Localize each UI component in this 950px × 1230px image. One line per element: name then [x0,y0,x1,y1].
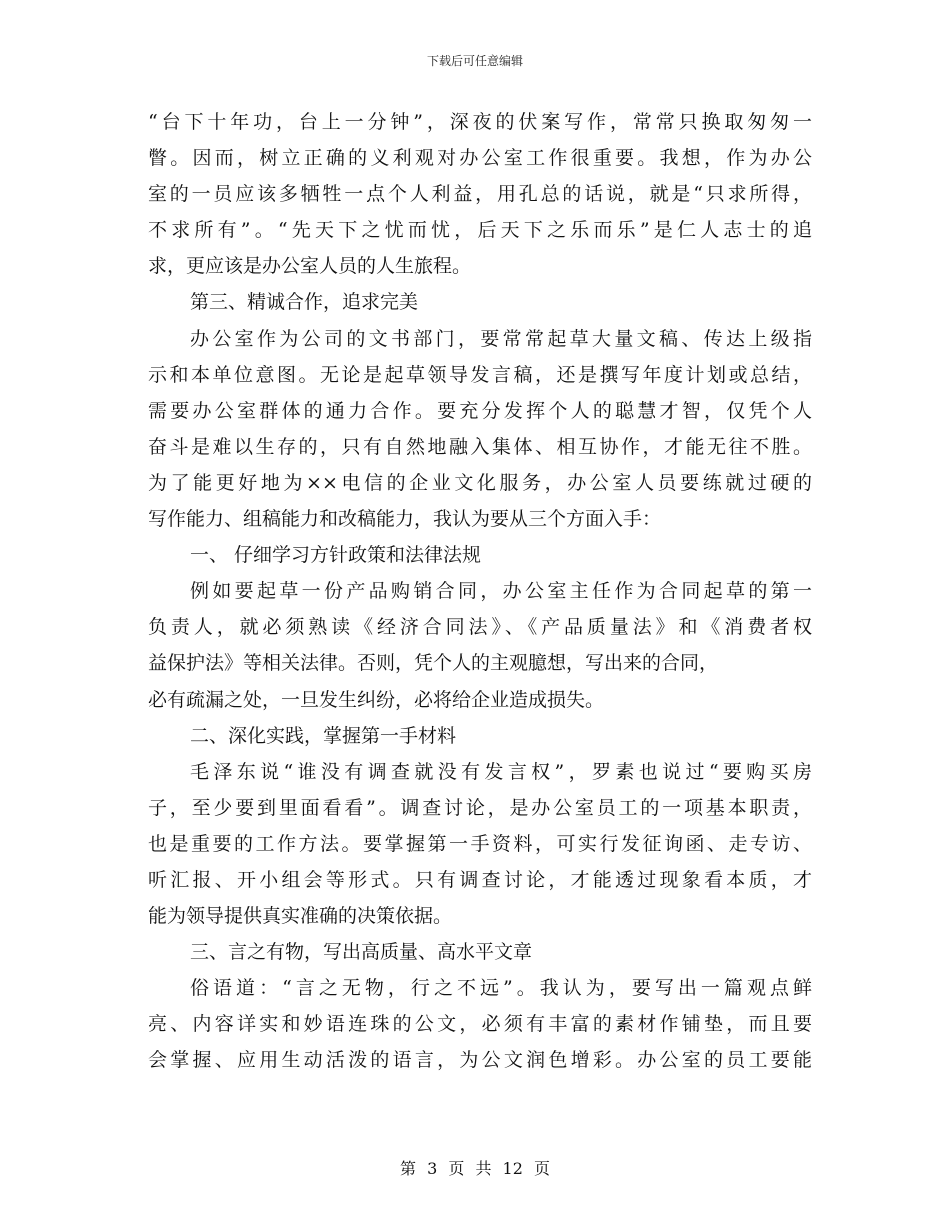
text-line: 能为领导提供真实准确的决策依据。 [148,905,453,928]
text-line: 求，更应该是办公室人员的人生旅程。 [148,255,472,278]
text-line: 奋斗是难以生存的，只有自然地融入集体、相互协作，才能无往不胜。 [148,435,812,458]
text-line: 毛泽东说“谁没有调查就没有发言权”，罗素也说过“要购买房 [190,760,812,783]
page-number-footer: 第 3 页 共 12 页 [400,1159,550,1178]
text-line: 听汇报、开小组会等形式。只有调查讨论，才能透过现象看本质，才 [148,868,812,891]
text-line: 瞥。因而，树立正确的义利观对办公室工作很重要。我想，作为办公 [148,147,812,170]
text-line: 写作能力、组稿能力和改稿能力，我认为要从三个方面入手： [148,508,662,531]
text-line: 负责人，就必须熟读《经济合同法》、《产品质量法》和《消费者权 [148,616,812,639]
text-line: 三、言之有物，写出高质量、高水平文章 [190,941,533,964]
text-line: 益保护法》等相关法律。否则，凭个人的主观臆想，写出来的合同， [148,652,719,675]
text-line: 为了能更好地为××电信的企业文化服务，办公室人员要练就过硬的 [148,471,812,494]
text-line: 例如要起草一份产品购销合同，办公室主任作为合同起草的第一 [190,580,812,603]
text-line: 一、 仔细学习方针政策和法律法规 [190,544,482,567]
text-line: 第三、精诚合作，追求完美 [190,291,419,314]
text-line: 也是重要的工作方法。要掌握第一手资料，可实行发征询函、走专访、 [148,832,812,855]
text-line: 示和本单位意图。无论是起草领导发言稿，还是撰写年度计划或总结， [148,363,812,386]
document-body [148,104,812,1079]
text-line: 子，至少要到里面看看”。调查讨论，是办公室员工的一项基本职责， [148,796,812,819]
text-line: 俗语道：“言之无物，行之不远”。我认为，要写出一篇观点鲜 [190,977,812,1000]
text-line: 办公室作为公司的文书部门，要常常起草大量文稿、传达上级指 [190,327,812,350]
text-line: 室的一员应该多牺牲一点个人利益，用孔总的话说，就是“只求所得， [148,183,812,206]
text-line: 需要办公室群体的通力合作。要充分发挥个人的聪慧才智，仅凭个人 [148,399,812,422]
text-line: 会掌握、应用生动活泼的语言，为公文润色增彩。办公室的员工要能 [148,1049,812,1072]
text-line: 必有疏漏之处，一旦发生纠纷，必将给企业造成损失。 [148,688,605,711]
text-line: 不求所有”。“先天下之忧而忧，后天下之乐而乐”是仁人志士的追 [148,219,812,242]
page-header-note: 下载后可任意编辑 [426,54,523,68]
text-line: “台下十年功，台上一分钟”，深夜的伏案写作，常常只换取匆匆一 [148,111,812,133]
text-line: 二、深化实践，掌握第一手材料 [190,724,457,747]
text-line: 亮、内容详实和妙语连珠的公文，必须有丰富的素材作铺垫，而且要 [148,1013,812,1036]
